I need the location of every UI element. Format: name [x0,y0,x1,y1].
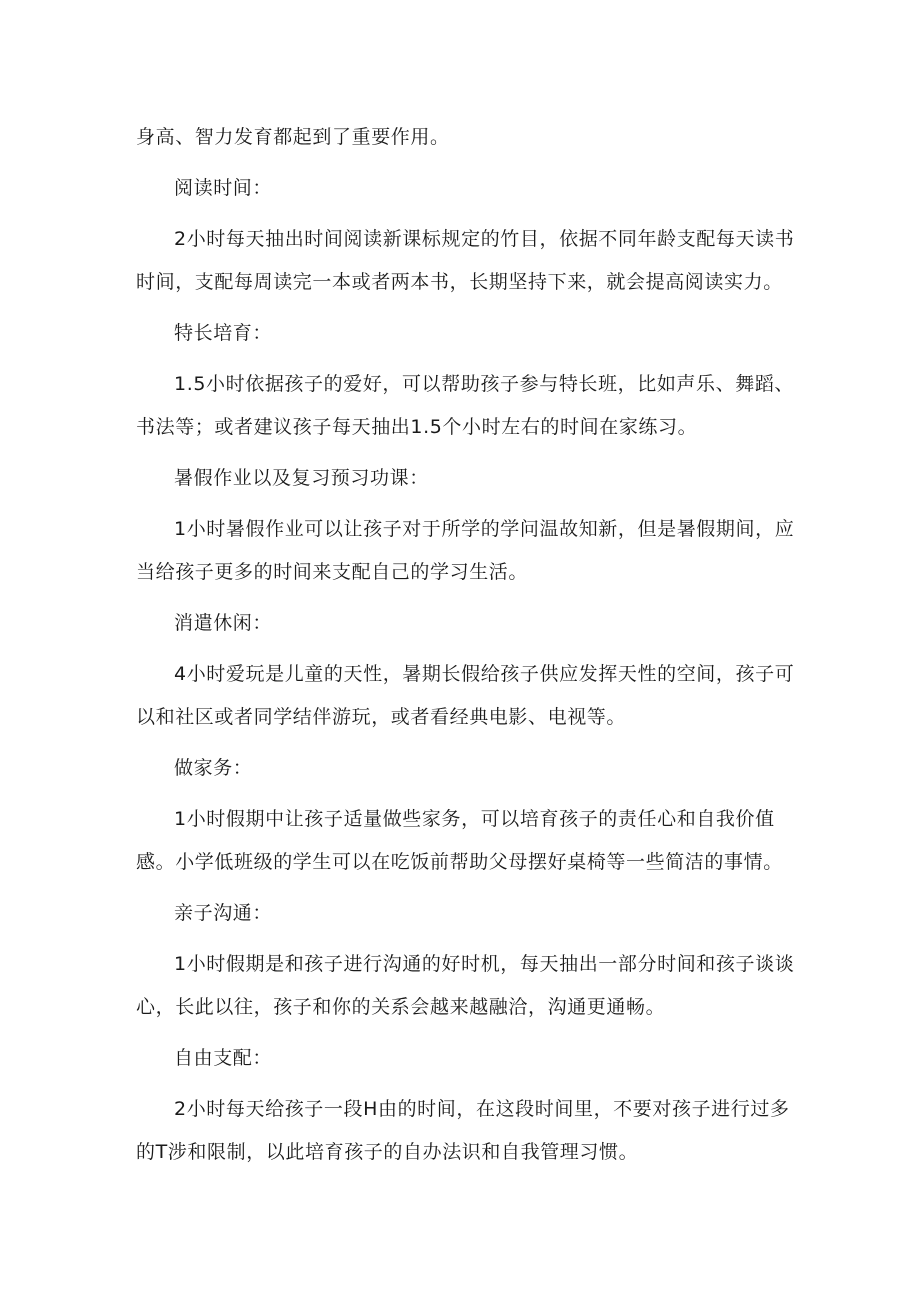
paragraph-free-time: 2小时每天给孩子一段H由的时间，在这段时间里，不要对孩子进行过多的T涉和限制，以此培育孩子的自办法识和自我管理习惯。 [136,1098,790,1163]
heading-housework: 做家务： [174,757,253,779]
paragraph-leisure: 4小时爱玩是儿童的天性，暑期长假给孩子供应发挥天性的空间，孩子可以和社区或者同学结伴游玩，或者看经典电影、电视等。 [136,663,795,728]
paragraph-talent-training: 1.5小时依据孩子的爱好，可以帮助孩子参与特长班，比如声乐、舞蹈、书法等；或者建议孩子每天抽出1.5个小时左右的时间在家练习。 [136,373,795,438]
paragraph-housework: 1小时假期中让孩子适量做些家务，可以培育孩子的责任心和自我价值感。小学低班级的学生可以在吃饭前帮助父母摆好桌椅等一些简洁的事情。 [136,808,783,873]
heading-free-time: 自由支配： [174,1047,273,1069]
paragraph-parent-child: 1小时假期是和孩子进行沟通的好时机，每天抽出一部分时间和孩子谈谈心，长此以往，孩子和你的关系会越来越融洽，沟通更通畅。 [136,953,795,1018]
heading-leisure: 消遣休闲： [174,612,273,634]
heading-homework: 暑假作业以及复习预习功课： [174,467,429,489]
heading-talent-training: 特长培育： [174,322,273,344]
heading-reading-time: 阅读时间： [174,177,273,199]
document-body [136,116,796,1174]
paragraph-homework: 1小时暑假作业可以让孩子对于所学的学问温故知新，但是暑假期间，应当给孩子更多的时间来支配自己的学习生活。 [136,518,795,583]
paragraph-continuation: 身高、智力发育都起到了重要作用。 [136,126,450,148]
heading-parent-child: 亲子沟通： [174,902,273,924]
paragraph-reading-time: 2小时每天抽出时间阅读新课标规定的竹目，依据不同年龄支配每天读书时间，支配每周读完一本或者两本书，长期坚持下来，就会提高阅读实力。 [136,228,795,293]
